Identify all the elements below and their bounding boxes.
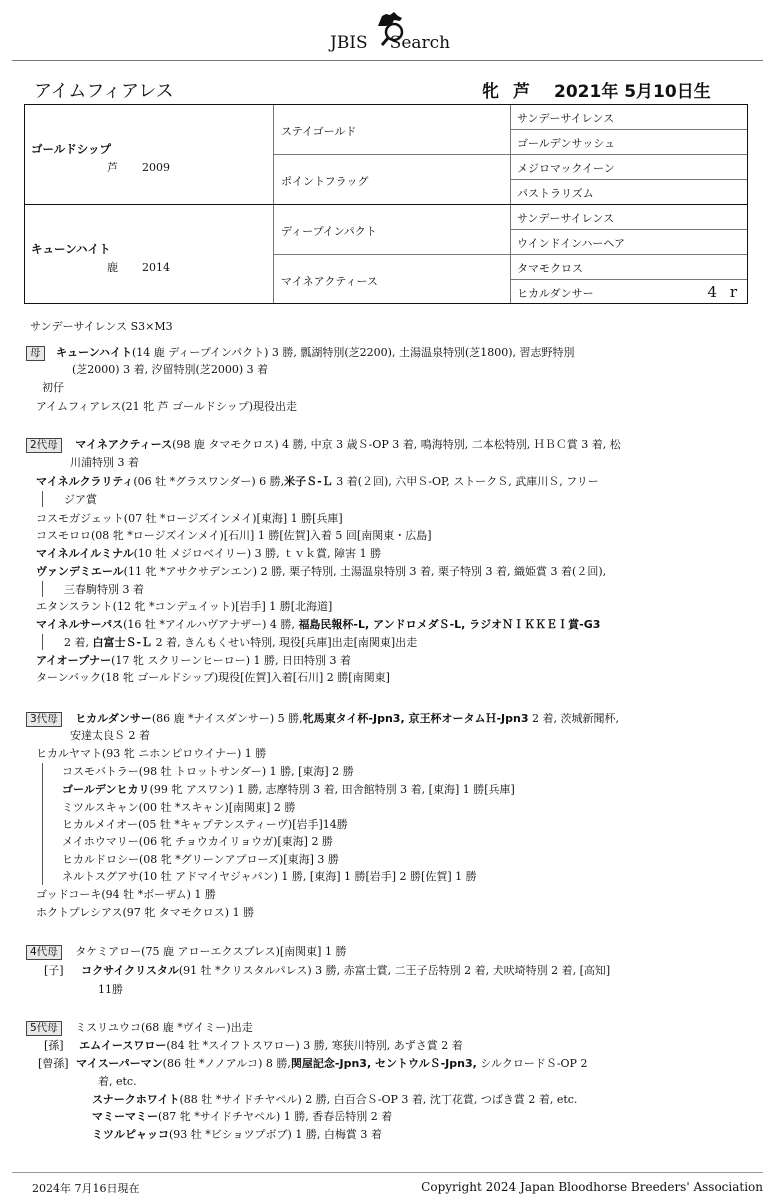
- g3-grandchild-2: ゴールデンヒカリ(99 牝 アスワン) 1 勝, 志摩特別 3 着, 田舎館特別 3 着, [東海] 1 勝[兵庫]: [62, 783, 515, 796]
- g5-ggc-1-line-2: 着, etc.: [98, 1075, 137, 1088]
- g2-child-5: ヴァンデミエール(11 牝 *アサクサデンエン) 2 勝, 栗子特別, 土湯温泉特別 3 着, 栗子特別 3 着, 織姫賞 3 着(２回),: [36, 565, 607, 578]
- g2-child-8: アイオープナー(17 牝 スクリーンヒーロー) 1 勝, 日田特別 3 着: [36, 654, 352, 667]
- horse-color: 芦: [513, 82, 530, 102]
- pedigree-table: [24, 104, 748, 304]
- tag-g3: 3代母: [26, 712, 62, 727]
- dam-name[interactable]: キューンハイト: [31, 242, 111, 256]
- g2-child-4: マイネルイルミナル(10 牡 メジロベイリー) 3 勝, ｔｖｋ賞, 障害 1 勝: [36, 547, 382, 560]
- g5-ggc-3-name[interactable]: マミーマミー: [92, 1110, 158, 1123]
- g4-child-1-line-2: 11勝: [98, 983, 123, 996]
- g2-child-1-line-2: ジア賞: [64, 493, 97, 506]
- pedigree-gen3-7[interactable]: ヒカルダンサー: [517, 287, 594, 300]
- g5-grandchild-1-name[interactable]: エムイースワロー: [79, 1039, 167, 1052]
- dam-color: 鹿: [107, 261, 118, 274]
- g5-ggc-4-name[interactable]: ミツルピャッコ: [92, 1128, 169, 1141]
- g2-child-1: マイネルクラリティ(06 牡 *グラスワンダー) 6 勝,米子Ｓ-Ｌ 3 着(２回), 六甲Ｓ-OP, ストークＳ, 武庫川Ｓ, フリー: [36, 475, 599, 488]
- pedigree-gen3-0[interactable]: サンデーサイレンス: [517, 112, 615, 125]
- horse-magnifier-icon: [372, 8, 412, 48]
- inbreeding-info: サンデーサイレンス S3×M3: [30, 320, 173, 333]
- g5-ggc-1-name[interactable]: マイスーパーマン: [76, 1057, 163, 1070]
- g5-name[interactable]: ミスリユウコ(68 鹿 *ヴイミー)出走: [75, 1021, 253, 1034]
- g3-name[interactable]: ヒカルダンサー: [75, 712, 152, 725]
- top-rule: [12, 60, 763, 61]
- horse-birthdate: 2021年 5月10日生: [554, 82, 711, 102]
- pedigree-gen3-6[interactable]: タマモクロス: [517, 262, 583, 275]
- sire-name[interactable]: ゴールドシップ: [31, 142, 112, 156]
- g3-line-2: 安達太良Ｓ 2 着: [70, 729, 150, 742]
- dam-line-1: 母 キューンハイト(14 鹿 ディープインパクト) 3 勝, 瓢湖特別(芝2200), 土湯温泉特別(芝1800), 習志野特別: [26, 345, 575, 361]
- g5-ggc-1: [曾孫] マイスーパーマン(86 牡 *ノノアルコ) 8 勝,関屋記念-Jpn3, セントウルＳ-Jpn3, シルクロードＳ-OP 2: [38, 1057, 588, 1070]
- dam-line-3: 初仔: [42, 381, 64, 394]
- pedigree-gen3-3[interactable]: パストラリズム: [517, 187, 594, 200]
- pedigree-gen2-1[interactable]: ポイントフラッグ: [281, 175, 369, 188]
- g2-child-5-line-2: 三春駒特別 3 着: [64, 583, 144, 596]
- g3-grandchild-5[interactable]: メイホウマリー(06 牝 チョウカイリョウガ)[東海] 2 勝: [62, 835, 333, 848]
- g3-grandchild-2-name[interactable]: ゴールデンヒカリ: [62, 783, 150, 796]
- g3-child-1[interactable]: ヒカルヤマト(93 牝 ニホンピロウイナー) 1 勝: [36, 747, 267, 760]
- tag-g5: 5代母: [26, 1021, 62, 1036]
- g3-grandchild-1[interactable]: コスモバトラー(98 牡 トロットサンダー) 1 勝, [東海] 2 勝: [62, 765, 354, 778]
- g2-child-6[interactable]: エタンスラント(12 牝 *コンデュイット)[岩手] 1 勝[北海道]: [36, 600, 333, 613]
- g5-grandchild-1: [孫] エムイースワロー(84 牡 *スイフトスワロー) 3 勝, 寒狭川特別, あずさ賞 2 着: [44, 1039, 463, 1052]
- g2-child-2[interactable]: コスモガジェット(07 牡 *ロージズインメイ)[東海] 1 勝[兵庫]: [36, 512, 343, 525]
- g2-name[interactable]: マイネアクティース: [75, 438, 173, 451]
- g4-name[interactable]: タケミアロー(75 鹿 アローエクスプレス)[南関東] 1 勝: [75, 945, 347, 958]
- g3-grandchild-4[interactable]: ヒカルメイオー(05 牡 *キャプテンスティーヴ)[岩手]14勝: [62, 818, 348, 831]
- logo-text: JBIS Search: [330, 33, 451, 53]
- tag-g4: 4代母: [26, 945, 62, 960]
- g3-child-2[interactable]: ゴッドコーキ(94 牡 *ボーザム) 1 勝: [36, 888, 216, 901]
- dam-line-4: アイムフィアレス(21 牝 芦 ゴールドシップ)現役出走: [36, 400, 297, 413]
- g3-grandchild-6[interactable]: ヒカルドロシー(08 牝 *グリーンアプローズ)[東海] 3 勝: [62, 853, 339, 866]
- horse-meta: [482, 77, 725, 102]
- sire-year: 2009: [142, 161, 170, 174]
- g3-line-1: 3代母 ヒカルダンサー(86 鹿 *ナイスダンサー) 5 勝,牝馬東タイ杯-Jpn3, 京王杯オータムＨ-Jpn3 2 着, 茨城新聞杯,: [26, 711, 619, 727]
- g2-child-3[interactable]: コスモロロ(08 牝 *ロージズインメイ)[石川] 1 勝[佐賀]入着 5 回[南関東・広島]: [36, 529, 432, 542]
- sire-color: 芦: [107, 161, 118, 174]
- bottom-rule: [12, 1172, 763, 1173]
- pedigree-gen2-2[interactable]: ディープインパクト: [281, 225, 377, 238]
- g3-grandchild-3[interactable]: ミツルスキャン(00 牡 *スキャン)[南関東] 2 勝: [62, 801, 296, 814]
- g4-child-1-name[interactable]: コクサイクリスタル: [81, 964, 179, 977]
- g5-ggc-2-name[interactable]: スナークホワイト: [92, 1093, 180, 1106]
- jbis-logo: [330, 8, 460, 54]
- g3-grandchild-7[interactable]: ネルトスグアサ(10 牡 アドマイヤジャパン) 1 勝, [東海] 1 勝[岩手] 2 勝[佐賀] 1 勝: [62, 870, 477, 883]
- pedigree-gen3-1[interactable]: ゴールデンサッシュ: [517, 137, 616, 150]
- tag-dam: 母: [26, 346, 45, 361]
- g2-child-4-name[interactable]: マイネルイルミナル: [36, 547, 134, 560]
- footer-copyright: Copyright 2024 Japan Bloodhorse Breeders' Association: [421, 1180, 763, 1194]
- pedigree-gen2-0[interactable]: ステイゴールド: [281, 125, 357, 138]
- g4-child-1: [子] コクサイクリスタル(91 牡 *クリスタルパレス) 3 勝, 赤富士賞, 二王子岳特別 2 着, 犬吠埼特別 2 着, [高知]: [44, 964, 611, 977]
- dam-line-2: (芝2000) 3 着, 汐留特別(芝2000) 3 着: [72, 363, 269, 376]
- horse-name: アイムフィアレス: [34, 81, 174, 102]
- g5-ggc-4: ミツルピャッコ(93 牡 *ビショツプボブ) 1 勝, 白梅賞 3 着: [92, 1128, 382, 1141]
- pedigree-gen3-4[interactable]: サンデーサイレンス: [517, 212, 615, 225]
- pedigree-gen3-2[interactable]: メジロマックイーン: [517, 162, 615, 175]
- sire-cell[interactable]: [31, 141, 170, 175]
- dam-year: 2014: [142, 261, 170, 274]
- g5-ggc-2: スナークホワイト(88 牡 *サイドチヤペル) 2 勝, 白百合Ｓ-OP 3 着, 沈丁花賞, つばき賞 2 着, etc.: [92, 1093, 578, 1106]
- g2-child-8-name[interactable]: アイオープナー: [36, 654, 112, 667]
- footer-date: 2024年 7月16日現在: [32, 1182, 140, 1195]
- dam-record-name[interactable]: キューンハイト: [56, 346, 133, 359]
- g2-child-7-name[interactable]: マイネルサーパス: [36, 618, 124, 631]
- g2-line-1: 2代母 マイネアクティース(98 鹿 タマモクロス) 4 勝, 中京 3 歳Ｓ-OP 3 着, 鳴海特別, 二本松特別, ＨＢＣ賞 3 着, 松: [26, 437, 621, 453]
- g5-ggc-3: マミーマミー(87 牝 *サイドチヤペル) 1 勝, 香春岳特別 2 着: [92, 1110, 393, 1123]
- family-number: 4 r: [707, 283, 741, 301]
- g2-child-1-name[interactable]: マイネルクラリティ: [36, 475, 134, 488]
- g2-child-7-line-2: 2 着, 白富士Ｓ-Ｌ 2 着, きんもくせい特別, 現役[兵庫]出走[南関東]出走: [64, 636, 418, 649]
- dam-cell[interactable]: [31, 241, 170, 275]
- g3-child-3[interactable]: ホクトプレシアス(97 牝 タマモクロス) 1 勝: [36, 906, 255, 919]
- g2-child-9[interactable]: ターンバック(18 牝 ゴールドシップ)現役[佐賀]入着[石川] 2 勝[南関東]: [36, 671, 390, 684]
- g2-child-7: マイネルサーパス(16 牡 *アイルハヴアナザー) 4 勝, 福島民報杯-L, アンドロメダＳ-L, ラジオＮＩＫＫＥＩ賞-G3: [36, 618, 601, 631]
- g2-child-5-name[interactable]: ヴァンデミエール: [36, 565, 124, 578]
- g2-line-2: 川浦特別 3 着: [70, 456, 139, 469]
- horse-sex: 牝: [482, 82, 499, 102]
- g4-line-1: [26, 944, 346, 960]
- tag-g2: 2代母: [26, 438, 62, 453]
- pedigree-gen3-5[interactable]: ウインドインハーヘア: [517, 237, 626, 250]
- g5-line-1: [26, 1020, 253, 1036]
- pedigree-gen2-3[interactable]: マイネアクティース: [281, 275, 378, 288]
